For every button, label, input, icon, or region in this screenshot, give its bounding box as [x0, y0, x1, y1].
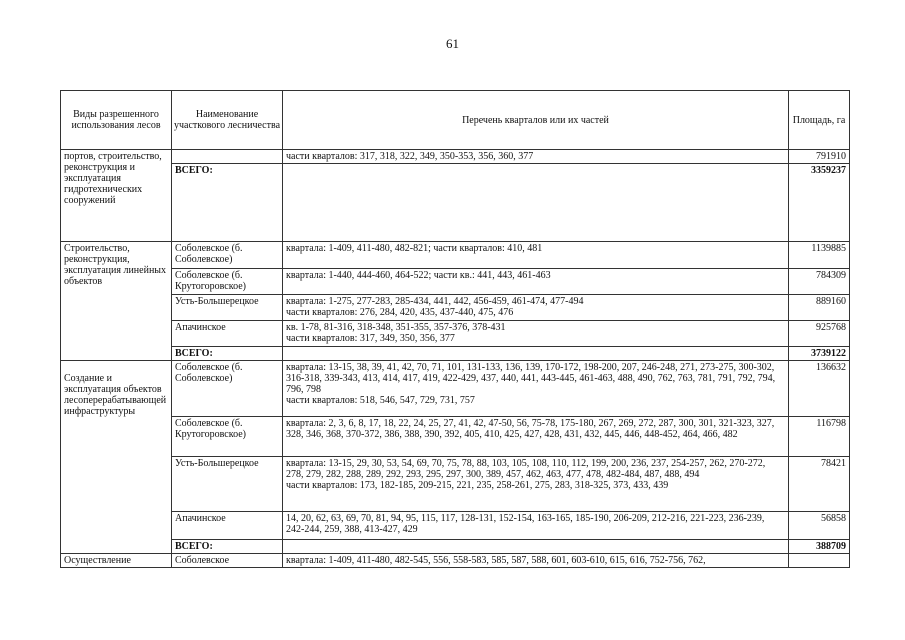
quarters-line: 14, 20, 62, 63, 69, 70, 81, 94, 95, 115, 117, 128-131, 152-154, 163-165, 185-190, 206-209, 212-216, 221-223, 236-239, 242-244, 259, 388, 413-427, 429	[286, 513, 765, 535]
quarters-line: квартала: 2, 3, 6, 8, 17, 18, 22, 24, 25, 27, 41, 42, 47-50, 56, 75-78, 175-180, 267, 269, 272, 287, 300, 301, 321-323, 327, 328, 346, 368, 370-372, 386, 388, 390, 392, 405, 410, 425, 427, 428, 431, 432, 445, 446, 448-452, 464, 466, 482	[286, 418, 775, 440]
area-cell: 136632	[789, 361, 850, 417]
header-row	[61, 91, 850, 150]
use-type-text: Создание и эксплуатация объектов лесоперерабатывающей инфраструктуры	[64, 373, 167, 417]
forestry-cell: Апачинское	[172, 512, 283, 540]
quarters-cell	[283, 150, 789, 164]
table-row	[61, 417, 850, 457]
quarters-cell	[283, 512, 789, 540]
quarters-line: кв. 1-78, 81-316, 318-348, 351-355, 357-376, 378-431	[286, 322, 506, 333]
use-type-cell	[61, 361, 172, 554]
quarters-cell	[283, 457, 789, 512]
header-area: Площадь, га	[789, 91, 850, 150]
forestry-cell: Соболевское	[172, 554, 283, 568]
table-row	[61, 554, 850, 568]
quarters-line: квартала: 1-409, 411-480, 482-821; части кварталов: 410, 481	[286, 243, 543, 254]
quarters-cell	[283, 242, 789, 269]
use-type-cell: Строительство, реконструкция, эксплуатация линейных объектов	[61, 242, 172, 361]
page-number: 61	[446, 36, 459, 51]
header-use-type: Виды разрешенного использования лесов	[61, 91, 172, 150]
area-cell: 1139885	[789, 242, 850, 269]
quarters-cell	[283, 417, 789, 457]
area-cell: 78421	[789, 457, 850, 512]
quarters-cell-empty	[283, 164, 789, 242]
forestry-cell: Соболевское (б. Крутогоровское)	[172, 417, 283, 457]
quarters-line: квартала: 1-275, 277-283, 285-434, 441, 442, 456-459, 461-474, 477-494	[286, 296, 584, 307]
quarters-line: части кварталов: 276, 284, 420, 435, 437-440, 475, 476	[286, 307, 514, 318]
quarters-cell-empty	[283, 347, 789, 361]
total-value: 3359237	[789, 164, 850, 242]
quarters-line: квартала: 13-15, 38, 39, 41, 42, 70, 71, 101, 131-133, 136, 139, 170-172, 198-200, 207, 246-248, 271, 273-275, 300-302, 316-318, 339-343, 413, 414, 417, 419, 422-429, 437, 440, 441, 443-445, 461-463, 488, 490, 762, 763, 781, 791, 792, 794, 796, 798	[286, 362, 776, 395]
quarters-cell	[283, 361, 789, 417]
table-row	[61, 242, 850, 269]
quarters-cell-empty	[283, 540, 789, 554]
quarters-cell	[283, 554, 789, 568]
quarters-cell	[283, 295, 789, 321]
area-cell: 56858	[789, 512, 850, 540]
total-row	[61, 164, 850, 242]
table-row	[61, 150, 850, 164]
quarters-line: квартала: 13-15, 29, 30, 53, 54, 69, 70, 75, 78, 88, 103, 105, 108, 110, 112, 199, 200, 236, 237, 254-257, 262, 270-272, 278, 279, 282, 288, 289, 292, 293, 295, 297, 300, 389, 457, 462, 463, 477, 478, 482-484, 487, 488, 494	[286, 458, 766, 480]
table-row	[61, 361, 850, 417]
table-row	[61, 269, 850, 295]
table-row	[61, 457, 850, 512]
header-quarters: Перечень кварталов или их частей	[283, 91, 789, 150]
total-label: ВСЕГО:	[172, 540, 283, 554]
table-row	[61, 295, 850, 321]
forestry-cell: Соболевское (б. Соболевское)	[172, 361, 283, 417]
table-row	[61, 512, 850, 540]
total-label: ВСЕГО:	[172, 164, 283, 242]
area-cell: 791910	[789, 150, 850, 164]
forestry-cell: Усть-Большерецкое	[172, 295, 283, 321]
area-cell	[789, 554, 850, 568]
table-row	[61, 321, 850, 347]
area-cell: 925768	[789, 321, 850, 347]
total-row	[61, 540, 850, 554]
quarters-line: квартала: 1-440, 444-460, 464-522; части кв.: 441, 443, 461-463	[286, 270, 551, 281]
use-type-cell: портов, строительство, реконструкция и эксплуатация гидротехнических сооружений	[61, 150, 172, 242]
area-cell: 784309	[789, 269, 850, 295]
forestry-cell: Соболевское (б. Крутогоровское)	[172, 269, 283, 295]
forest-use-table	[60, 90, 850, 568]
quarters-line: части кварталов: 317, 349, 350, 356, 377	[286, 333, 455, 344]
total-value: 3739122	[789, 347, 850, 361]
header-forestry: Наименование участкового лесничества	[172, 91, 283, 150]
quarters-line: части кварталов: 173, 182-185, 209-215, 221, 235, 258-261, 275, 283, 318-325, 373, 433, 439	[286, 480, 669, 491]
quarters-cell	[283, 321, 789, 347]
forestry-cell: Усть-Большерецкое	[172, 457, 283, 512]
use-type-cell: Осуществление	[61, 554, 172, 568]
total-label: ВСЕГО:	[172, 347, 283, 361]
area-cell: 889160	[789, 295, 850, 321]
quarters-line: части кварталов: 317, 318, 322, 349, 350-353, 356, 360, 377	[286, 151, 534, 162]
total-value: 388709	[789, 540, 850, 554]
total-row	[61, 347, 850, 361]
quarters-line: части кварталов: 518, 546, 547, 729, 731, 757	[286, 395, 475, 406]
forestry-cell	[172, 150, 283, 164]
quarters-line: квартала: 1-409, 411-480, 482-545, 556, 558-583, 585, 587, 588, 601, 603-610, 615, 616, 752-756, 762,	[286, 555, 706, 566]
forestry-cell: Апачинское	[172, 321, 283, 347]
forestry-cell: Соболевское (б. Соболевское)	[172, 242, 283, 269]
quarters-cell	[283, 269, 789, 295]
area-cell: 116798	[789, 417, 850, 457]
